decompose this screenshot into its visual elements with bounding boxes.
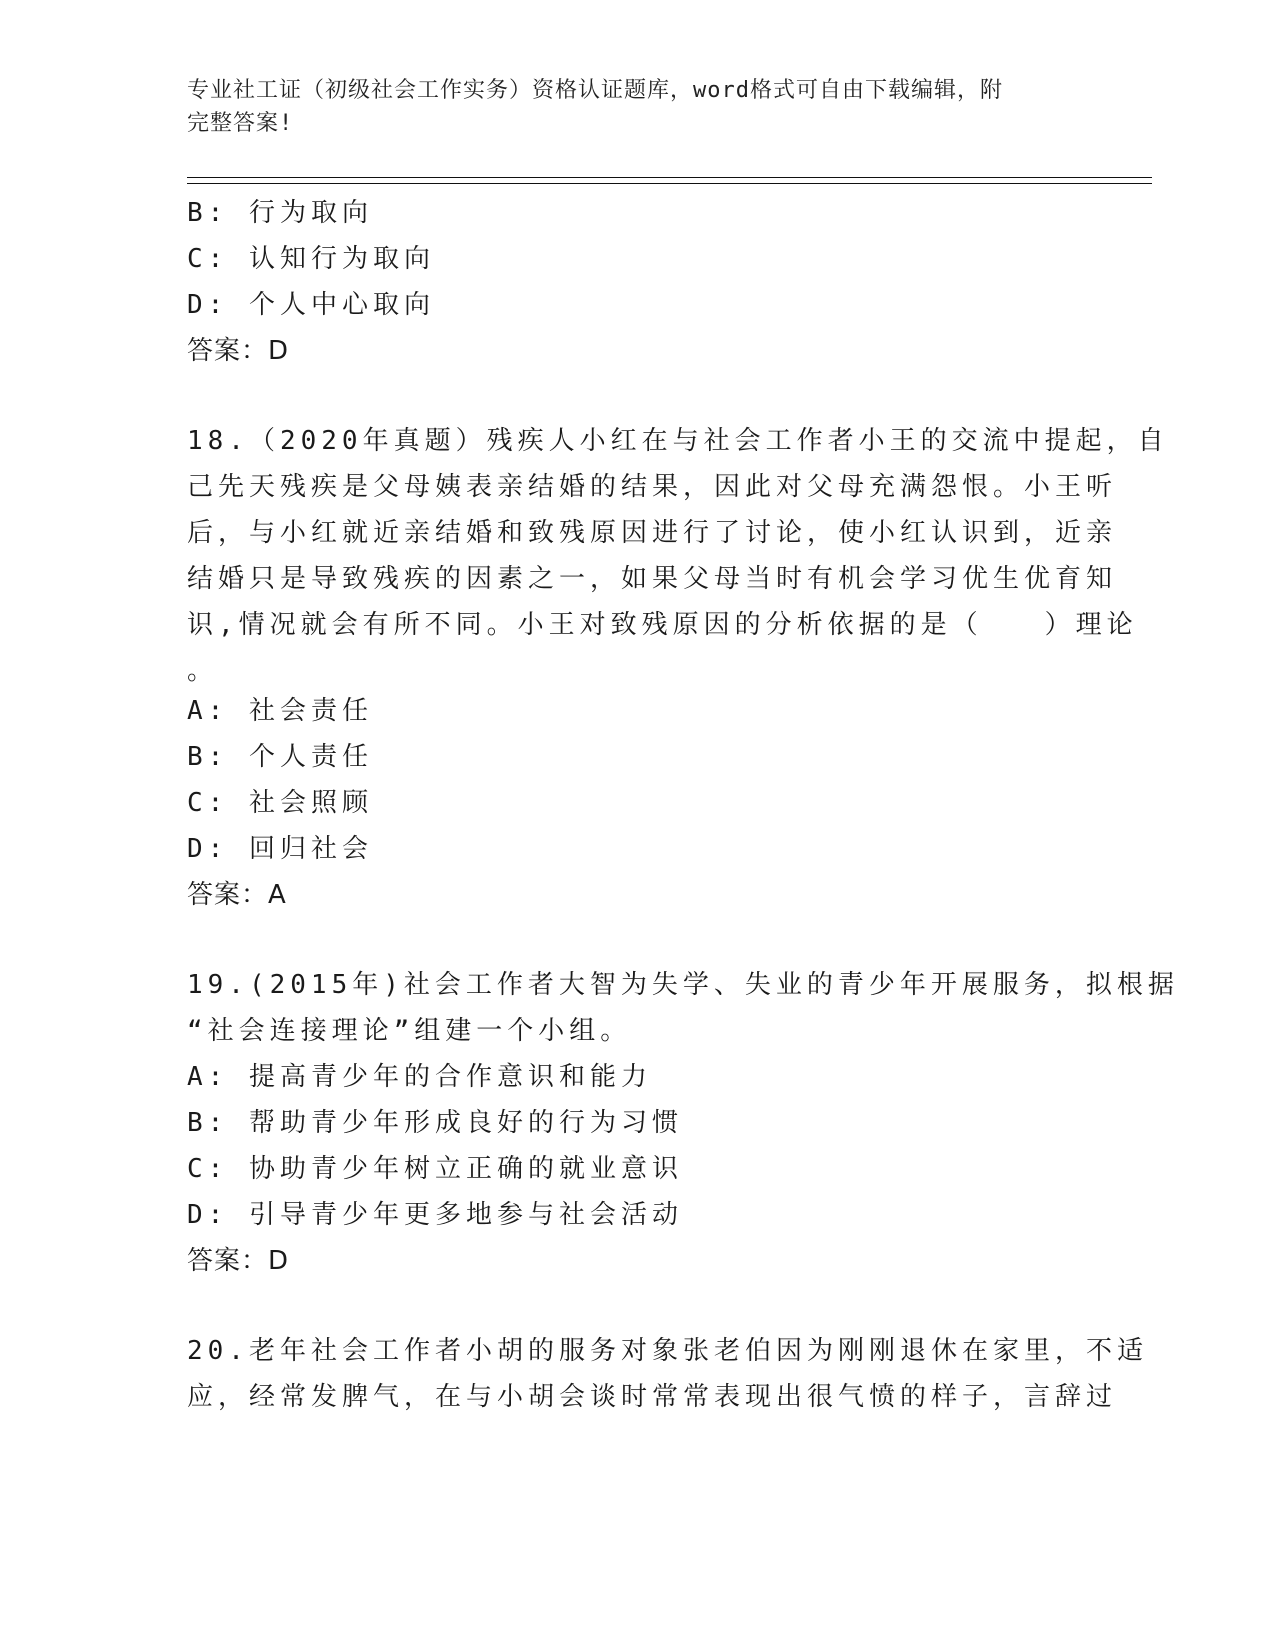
header-rule-bottom [187,183,1152,184]
stem-line: “社会连接理论”组建一个小组。 [187,1016,632,1046]
option-d: D: 引导青少年更多地参与社会活动 [187,1200,683,1230]
option-c: C: 认知行为取向 [187,244,435,274]
stem-line: 18.（2020年真题）残疾人小红在与社会工作者小王的交流中提起，自 [187,426,1169,456]
option-d: D: 回归社会 [187,834,373,864]
question-stem [187,962,1179,1054]
header-line-1: 专业社工证（初级社会工作实务）资格认证题库，word格式可自由下载编辑，附 [187,78,1003,103]
question-19 [187,962,1179,1284]
stem-line: 。 [187,656,219,686]
option-c: C: 社会照顾 [187,788,373,818]
stem-line: 后，与小红就近亲结婚和致残原因进行了讨论，使小红认识到，近亲 [187,518,1118,548]
stem-line: 应，经常发脾气，在与小胡会谈时常常表现出很气愤的样子，言辞过 [187,1382,1118,1412]
stem-line: 识,情况就会有所不同。小王对致残原因的分析依据的是（ ）理论 [187,610,1138,640]
header-rule-top [187,177,1152,178]
answer-label: 答案：D [187,1246,290,1276]
option-b: B: 个人责任 [187,742,373,772]
stem-line: 20.老年社会工作者小胡的服务对象张老伯因为刚刚退休在家里，不适 [187,1336,1148,1366]
page-header [187,74,1067,140]
answer-label: 答案：D [187,336,290,366]
question-20 [187,1328,1148,1420]
option-d: D: 个人中心取向 [187,290,435,320]
spacer [187,918,1087,962]
option-c: C: 协助青少年树立正确的就业意识 [187,1154,683,1184]
question-18 [187,418,1169,918]
stem-line: 己先天残疾是父母姨表亲结婚的结果，因此对父母充满怨恨。小王听 [187,472,1118,502]
question-content [187,190,1179,1420]
option-b: B: 行为取向 [187,198,373,228]
question-17-tail [187,190,1087,374]
answer-label: 答案：A [187,880,287,910]
question-stem [187,418,1169,688]
question-stem [187,1328,1148,1420]
spacer [187,374,1087,418]
stem-line: 19.(2015年)社会工作者大智为失学、失业的青少年开展服务，拟根据 [187,970,1179,1000]
stem-line: 结婚只是导致残疾的因素之一，如果父母当时有机会学习优生优育知 [187,564,1118,594]
option-a: A: 社会责任 [187,696,373,726]
spacer [187,1284,1087,1328]
option-a: A: 提高青少年的合作意识和能力 [187,1062,652,1092]
option-b: B: 帮助青少年形成良好的行为习惯 [187,1108,683,1138]
header-line-2: 完整答案! [187,111,294,136]
